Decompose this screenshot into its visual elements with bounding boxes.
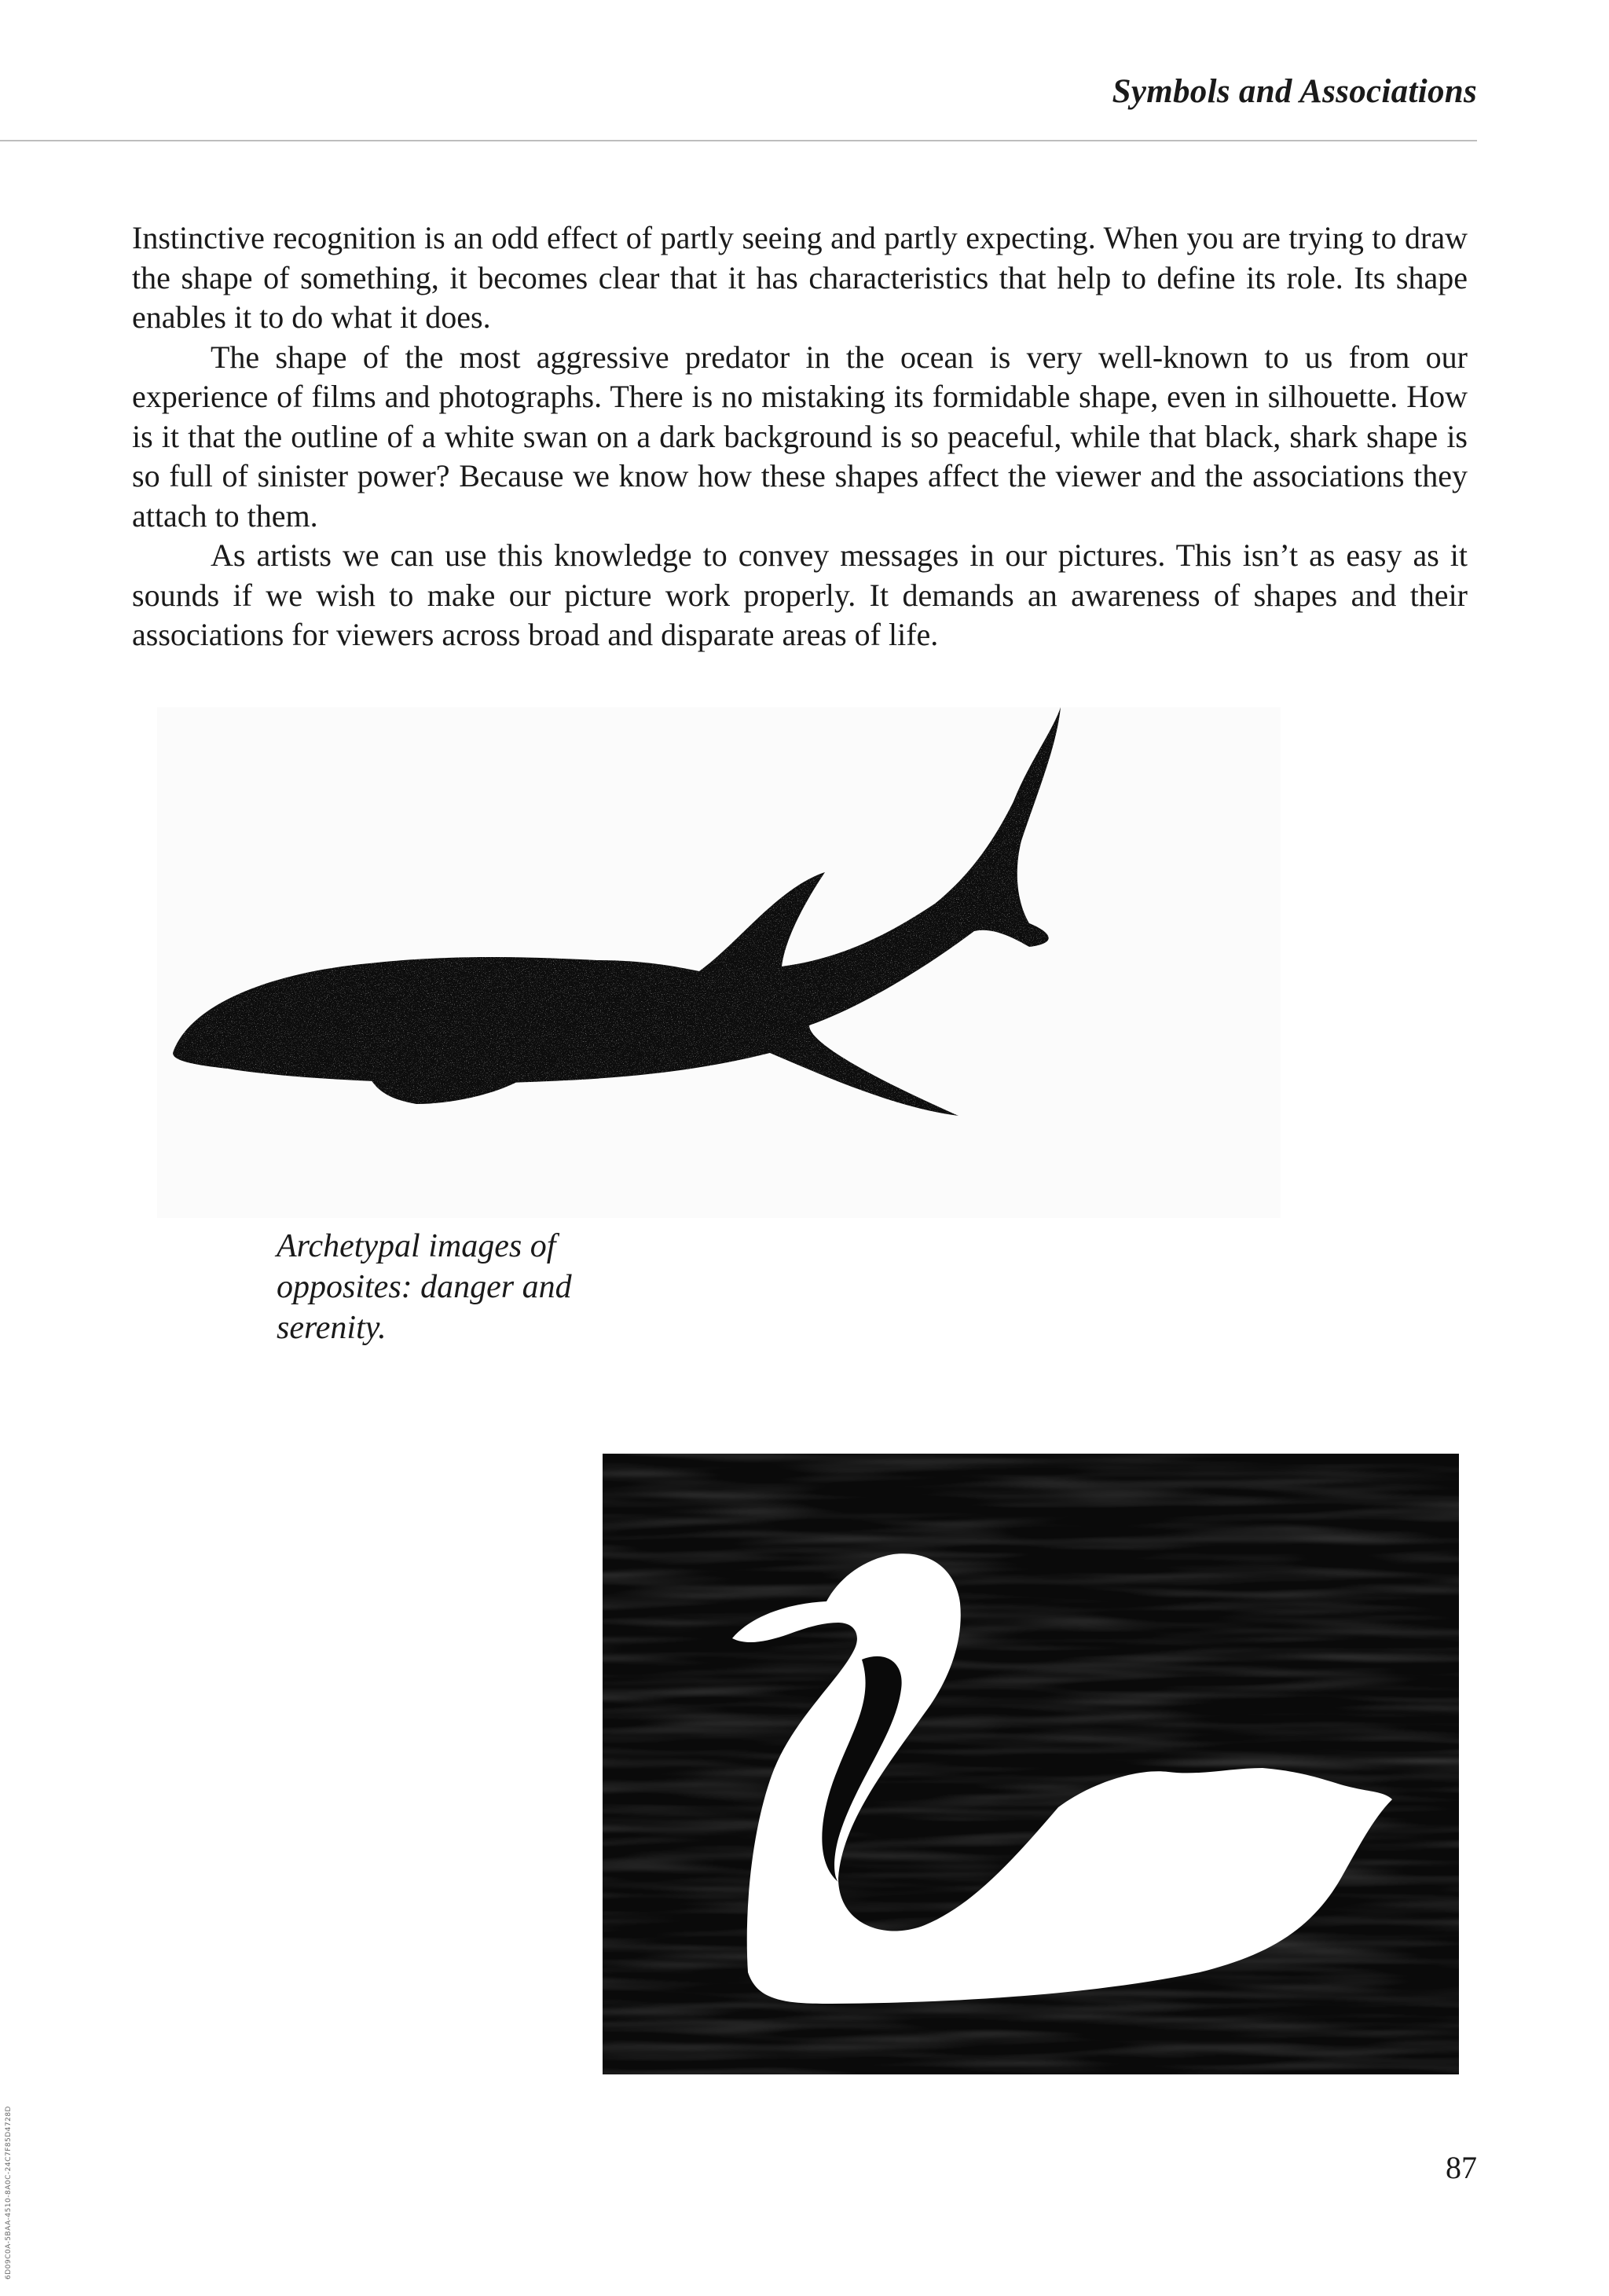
paragraph-2: The shape of the most aggressive predator in the ocean is very well-known to us from our experience of films and photographs. There is no mistaking its formidable shape, even in silhouette. How is it that the outline of a white swan on a dark background is so peaceful, while that black, shark shape is so full of sinister power? Because we know how these shapes affect the viewer and the associations they attach to them. — [132, 339, 1468, 534]
paragraph-1: Instinctive recognition is an odd effect of partly seeing and partly expecting. When you are trying to draw the shape of something, it becomes clear that it has characteristics that help to define its role. Its shape enables it to do what it does. — [132, 220, 1468, 335]
figure-caption: Archetypal images of opposites: danger and serenity. — [277, 1228, 572, 1346]
header-rule — [0, 140, 1477, 141]
swan-illustration — [603, 1454, 1459, 2074]
side-code: 6D09C0A-5BAA-4510-8A0C-24C7F85D4728D — [5, 2106, 13, 2279]
shark-silhouette — [173, 707, 1061, 1116]
body-text — [132, 218, 1468, 655]
page-number: 87 — [1446, 2150, 1477, 2185]
running-title: Symbols and Associations — [1112, 73, 1477, 110]
shark-illustration — [157, 707, 1281, 1218]
paragraph-3: As artists we can use this knowledge to convey messages in our pictures. This isn’t as easy as it sounds if we wish to make our picture work properly. It demands an awareness of shapes and their associations for viewers across broad and disparate areas of life. — [132, 537, 1468, 652]
